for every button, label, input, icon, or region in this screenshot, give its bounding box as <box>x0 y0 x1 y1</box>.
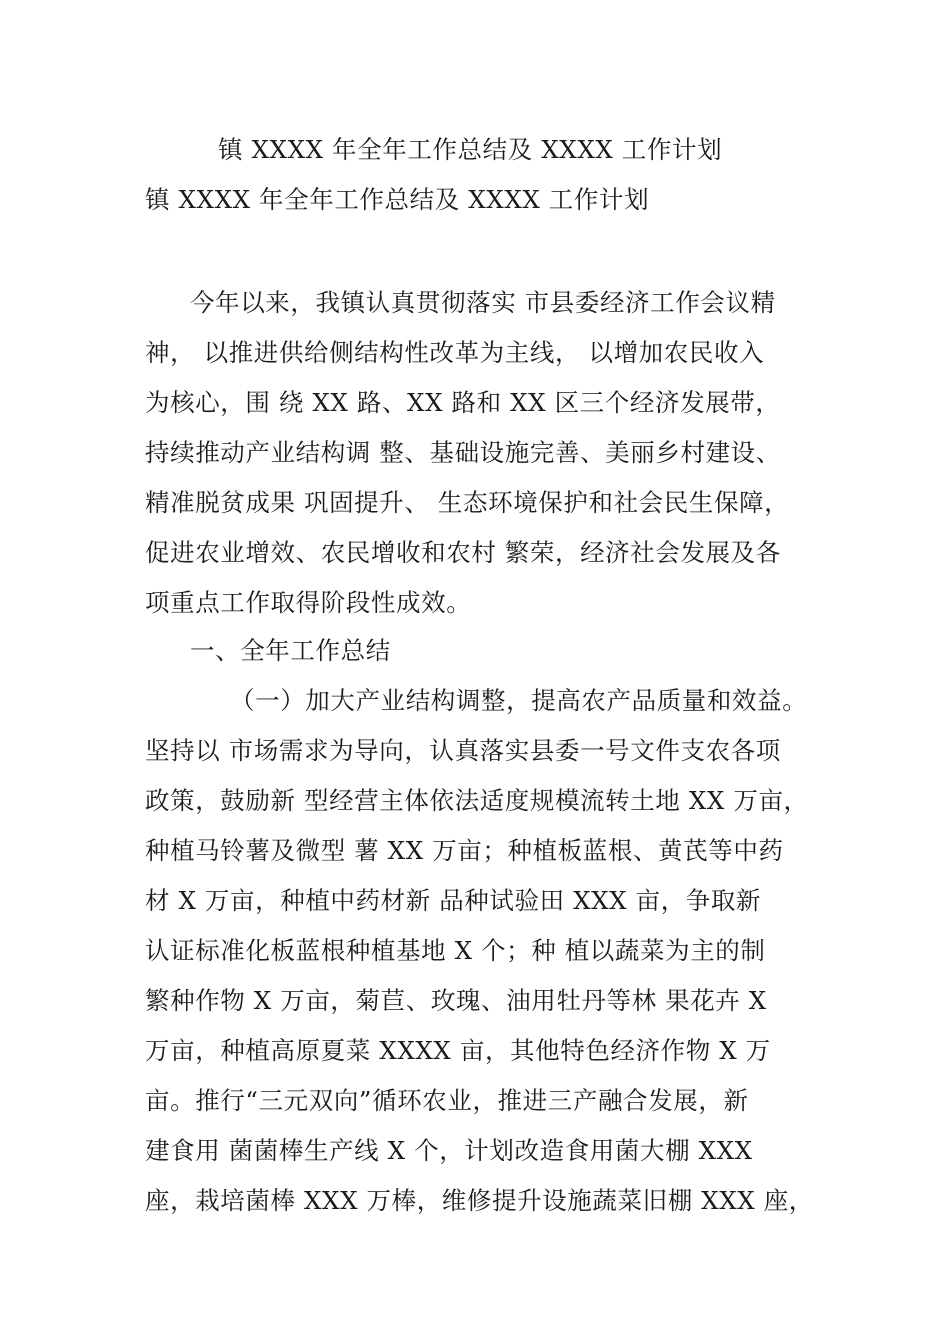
intro-line: 为核心，围 绕 XX 路、XX 路和 XX 区三个经济发展带， <box>145 388 781 417</box>
body-line: 坚持以 市场需求为导向，认真落实县委一号文件支农各项 <box>145 736 781 765</box>
body-line: 政策，鼓励新 型经营主体依法适度规模流转土地 XX 万亩， <box>145 786 809 815</box>
intro-line: 促进农业增效、农民增收和农村 繁荣，经济社会发展及各 <box>145 538 781 567</box>
body-line: 建食用 菌菌棒生产线 X 个，计划改造食用菌大棚 XXX <box>145 1136 753 1165</box>
body-line: 种植马铃薯及微型 薯 XX 万亩；种植板蓝根、黄芪等中药 <box>145 836 784 865</box>
document-subtitle: 镇 XXXX 年全年工作总结及 XXXX 工作计划 <box>145 185 650 214</box>
subsection-heading: （一）加大产业结构调整，提高农产品质量和效益。 <box>230 686 808 715</box>
body-line: 座，栽培菌棒 XXX 万棒，维修提升设施蔬菜旧棚 XXX 座， <box>145 1186 814 1215</box>
body-line: 材 X 万亩，种植中药材新 品种试验田 XXX 亩，争取新 <box>145 886 762 915</box>
body-line: 繁种作物 X 万亩，菊苣、玫瑰、油用牡丹等林 果花卉 X <box>145 986 767 1015</box>
intro-line: 项重点工作取得阶段性成效。 <box>145 588 472 617</box>
document-title: 镇 XXXX 年全年工作总结及 XXXX 工作计划 <box>218 135 723 164</box>
section-heading: 一、全年工作总结 <box>190 636 391 665</box>
intro-line: 精准脱贫成果 巩固提升、 生态环境保护和社会民生保障， <box>145 488 790 517</box>
body-line: 万亩，种植高原夏菜 XXXX 亩，其他特色经济作物 X 万 <box>145 1036 771 1065</box>
intro-line: 神， 以推进供给侧结构性改革为主线， 以增加农民收入 <box>145 338 765 367</box>
body-line: 认证标准化板蓝根种植基地 X 个；种 植以蔬菜为主的制 <box>145 936 766 965</box>
intro-line: 持续推动产业结构调 整、基础设施完善、美丽乡村建设、 <box>145 438 781 467</box>
body-line: 亩。推行“三元双向”循环农业，推进三产融合发展，新 <box>145 1086 749 1115</box>
intro-line: 今年以来，我镇认真贯彻落实 市县委经济工作会议精 <box>190 288 776 317</box>
